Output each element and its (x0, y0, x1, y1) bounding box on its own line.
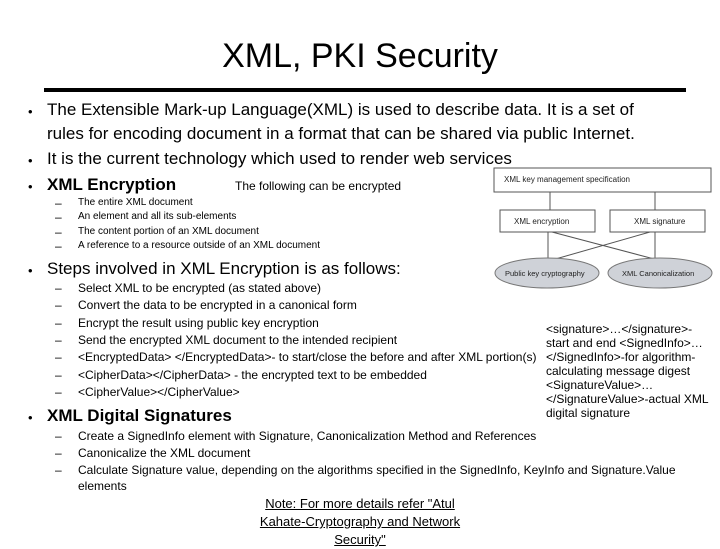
encrypt-item: The entire XML document (78, 197, 193, 208)
diagram-label-xml-encryption: XML encryption (514, 217, 570, 226)
encrypt-item: A reference to a resource outside of an XML document (78, 240, 320, 251)
dash-glyph: – (55, 225, 62, 239)
dash-glyph: – (55, 446, 62, 460)
slide-title: XML, PKI Security (222, 37, 498, 75)
diagram-label-canonicalization: XML Canonicalization (622, 269, 695, 278)
dash-glyph: – (55, 196, 62, 210)
encryption-step: Send the encrypted XML document to the intended recipient (78, 333, 398, 347)
bullet-glyph: • (28, 104, 33, 119)
bullet-glyph: • (28, 263, 33, 278)
encryption-step: <EncryptedData> </EncryptedData>- to start/close the before and after XML portion(s) (78, 350, 537, 364)
dash-glyph: – (55, 239, 62, 253)
signature-side-note: <signature>…</signature>-start and end <SignedInfo>…</SignedInfo>-for algorithm-calculating message digest <SignatureValue>…</SignatureValue>-actual XML digital signature (546, 322, 709, 420)
dash-glyph: – (55, 316, 62, 330)
bullet-glyph: • (28, 410, 33, 425)
xml-signatures-heading: XML Digital Signatures (47, 406, 232, 425)
signature-step: Canonicalize the XML document (78, 446, 251, 460)
encryption-step: <CipherValue></CipherValue> (78, 385, 240, 399)
bullet-1-line-1: The Extensible Mark-up Language(XML) is used to describe data. It is a set of (47, 100, 634, 119)
diagram-label-xml-signature: XML signature (634, 217, 686, 226)
xml-encryption-heading: XML Encryption (47, 175, 177, 194)
encrypt-item: The content portion of an XML document (78, 226, 259, 237)
encryption-step: Convert the data to be encrypted in a canonical form (78, 298, 357, 312)
bullet-1-line-2: rules for encoding document in a format that can be shared via public Internet. (47, 124, 635, 143)
title-divider (44, 88, 686, 92)
signature-step: Create a SignedInfo element with Signature, Canonicalization Method and References (78, 429, 537, 443)
encryption-step: Select XML to be encrypted (as stated above) (78, 281, 322, 295)
encryption-step: Encrypt the result using public key encryption (78, 316, 319, 330)
dash-glyph: – (55, 298, 62, 312)
diagram-label-public-key: Public key cryptography (505, 269, 585, 278)
encrypt-item: An element and all its sub-elements (78, 211, 237, 222)
dash-glyph: – (55, 385, 62, 399)
dash-glyph: – (55, 429, 62, 443)
diagram-top-label: XML key management specification (504, 175, 630, 184)
reference-footnote: Note: For more details refer "Atul Kahate-Cryptography and Network Security" (259, 496, 461, 547)
dash-glyph: – (55, 210, 62, 224)
dash-glyph: – (55, 333, 62, 347)
bullet-4-text: Steps involved in XML Encryption is as follows: (47, 259, 401, 278)
signature-step-continuation: elements (78, 479, 127, 493)
signature-step: Calculate Signature value, depending on the algorithms specified in the SignedInfo, KeyInfo and Signature.Value (78, 463, 676, 477)
bullet-glyph: • (28, 153, 33, 168)
dash-glyph: – (55, 281, 62, 295)
dash-glyph: – (55, 463, 62, 477)
xml-encryption-subtext: The following can be encrypted (235, 179, 402, 193)
dash-glyph: – (55, 350, 62, 364)
xml-security-diagram (490, 165, 715, 295)
encryption-step: <CipherData></CipherData> - the encrypted text to be embedded (78, 368, 427, 382)
bullet-2-text: It is the current technology which used to render web services (47, 149, 512, 168)
dash-glyph: – (55, 368, 62, 382)
bullet-glyph: • (28, 179, 33, 194)
